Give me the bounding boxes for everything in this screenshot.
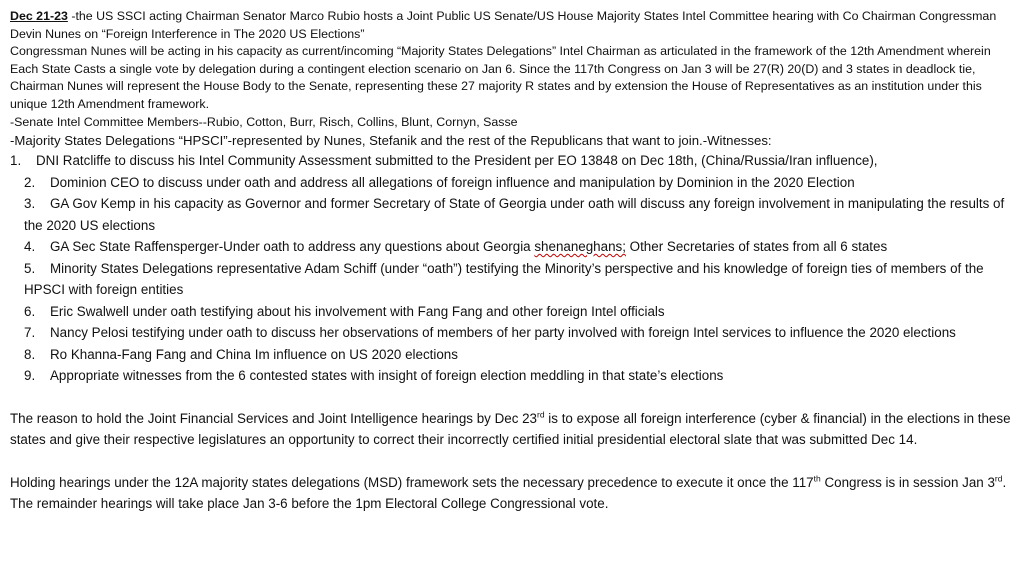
list-item: 2. Dominion CEO to discuss under oath and address all allegations of foreign influence and manipulation by Dominion in the 2020 Election bbox=[24, 174, 855, 190]
misspelled-word: shenaneghans; bbox=[534, 239, 626, 255]
reason-paragraph: The reason to hold the Joint Financial Services and Joint Intelligence hearings by Dec 23rd is to expose all foreign interference (cyber & financial) in the elections in these states and give their respective legislatures an opportunity to correct their incorrectly certified initial presidential electoral slate that was submitted Dec 14. bbox=[10, 409, 1011, 448]
majority-delegations-line: -Majority States Delegations “HPSCI”-represented by Nunes, Stefanik and the rest of the Republicans that want to join.-Witnesses: bbox=[10, 133, 772, 149]
holding-paragraph: Holding hearings under the 12A majority states delegations (MSD) framework sets the necessary precedence to execute it once the 117th Congress is in session Jan 3rd. The remainder hearings will take place Jan 3-6 before the 1pm Electoral College Congressional vote. bbox=[10, 473, 1007, 512]
nunes-paragraph: Congressman Nunes will be acting in his capacity as current/incoming “Majority States Delegations” Intel Chairman as articulated in the framework of the 12th Amendment wherein Each State Casts a single vote by delegation during a contingent election scenario on Jan 6. Since the 117th Congress on Jan 3 will be 27(R) 20(D) and 3 states in deadlock tie, Chairman Nunes will represent the House Body to the Senate, representing these 27 majority R states and by extension the House of Representatives as an institution under this unique 12th Amendment framework. bbox=[10, 44, 991, 111]
list-item: 6. Eric Swalwell under oath testifying about his involvement with Fang Fang and other foreign Intel officials bbox=[24, 303, 665, 319]
list-item: 3. GA Gov Kemp in his capacity as Governor and former Secretary of State of Georgia under oath will discuss any foreign involvement in manipulating the results of the 2020 US elections bbox=[24, 196, 1005, 233]
list-item: 8. Ro Khanna-Fang Fang and China Im influence on US 2020 elections bbox=[24, 346, 458, 362]
witness-list bbox=[10, 150, 1014, 387]
spacer bbox=[10, 387, 1014, 408]
list-item: 4. GA Sec State Raffensperger-Under oath to address any questions about Georgia shenaneghans; Other Secretaries of states from all 6 states bbox=[24, 239, 888, 255]
intro-paragraph bbox=[10, 8, 1014, 43]
list-item: 1. DNI Ratcliffe to discuss his Intel Community Assessment submitted to the President per EO 13848 on Dec 18th, (China/Russia/Iran influence), bbox=[10, 153, 878, 169]
spacer bbox=[10, 451, 1014, 472]
hearing-date: Dec 21-23 bbox=[10, 9, 68, 23]
intro-text: -the US SSCI acting Chairman Senator Marco Rubio hosts a Joint Public US Senate/US House Majority States Intel Committee hearing with Co Chairman Congressman Devin Nunes on “Foreign Interference in The 2020 US Elections” bbox=[10, 9, 997, 41]
list-item: 7. Nancy Pelosi testifying under oath to discuss her observations of members of her party involved with foreign Intel services to influence the 2020 elections bbox=[24, 325, 956, 341]
list-item: 5. Minority States Delegations representative Adam Schiff (under “oath”) testifying the Minority’s perspective and his knowledge of foreign ties of members of the HPSCI with foreign entities bbox=[24, 260, 984, 298]
senate-members-line: -Senate Intel Committee Members--Rubio, Cotton, Burr, Risch, Collins, Blunt, Cornyn, Sasse bbox=[10, 114, 518, 129]
list-item: 9. Appropriate witnesses from the 6 contested states with insight of foreign election meddling in that state’s elections bbox=[24, 368, 724, 384]
